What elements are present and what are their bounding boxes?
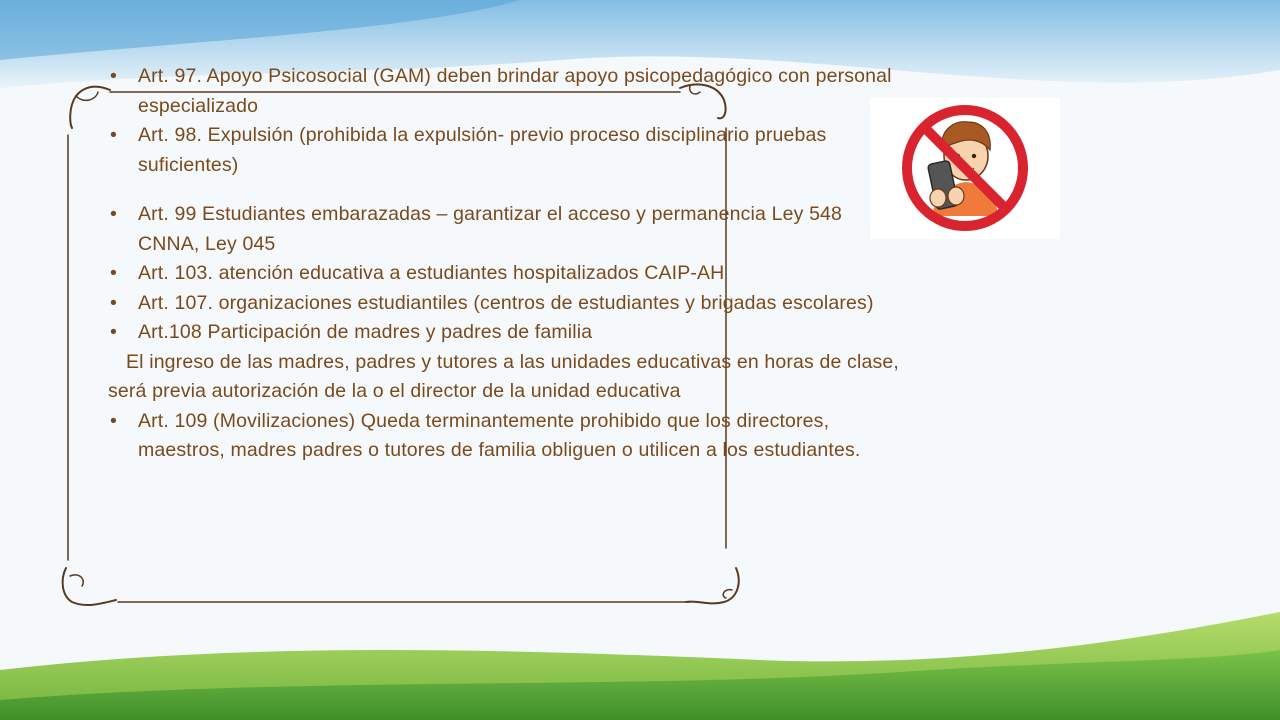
no-phone-sign-icon [870, 98, 1060, 239]
paragraph-text: El ingreso de las madres, padres y tutores a las unidades educativas en horas de clase, será previa autorización de la o el director de la unidad educativa [108, 350, 899, 402]
list-item-text: Art. 97. Apoyo Psicosocial (GAM) deben brindar apoyo psicopedagógico con personal especializado [138, 65, 892, 117]
list-item: • Art. 103. atención educativa a estudiantes hospitalizados CAIP-AH [110, 262, 725, 284]
list-item-text: Art. 103. atención educativa a estudiantes hospitalizados CAIP-AH [138, 262, 725, 284]
list-item: • Art. 98. Expulsión (prohibida la expulsión- previo proceso disciplinario pruebas suficientes) [110, 124, 827, 176]
list-item: • Art. 97. Apoyo Psicosocial (GAM) deben brindar apoyo psicopedagógico con personal especializado [110, 65, 892, 117]
list-item-text: Art. 109 (Movilizaciones) Queda terminantemente prohibido que los directores, maestros, madres padres o tutores de familia obliguen o utilicen a los estudiantes. [138, 409, 861, 461]
list-item-text: Art. 107. organizaciones estudiantiles (centros de estudiantes y brigadas escolares) [138, 291, 874, 314]
slide-content [108, 62, 908, 466]
list-item: • Art. 109 (Movilizaciones) Queda terminantemente prohibido que los directores, maestros, madres padres o tutores de familia obliguen o utilicen a los estudiantes. [110, 409, 861, 461]
list-item: • Art. 107. organizaciones estudiantiles (centros de estudiantes y brigadas escolares) [110, 291, 874, 314]
list-item-text: Art. 98. Expulsión (prohibida la expulsión- previo proceso disciplinario pruebas suficientes) [138, 124, 827, 176]
list-item: • Art.108 Participación de madres y padres de familia [110, 321, 593, 343]
list-item-text: Art. 99 Estudiantes embarazadas – garantizar el acceso y permanencia Ley 548 CNNA, Ley 045 [138, 203, 843, 255]
no-phone-image [870, 98, 1060, 239]
list-item: • Art. 99 Estudiantes embarazadas – garantizar el acceso y permanencia Ley 548 CNNA, Ley 045 [110, 203, 843, 255]
list-item-text: Art.108 Participación de madres y padres de familia [138, 321, 593, 343]
